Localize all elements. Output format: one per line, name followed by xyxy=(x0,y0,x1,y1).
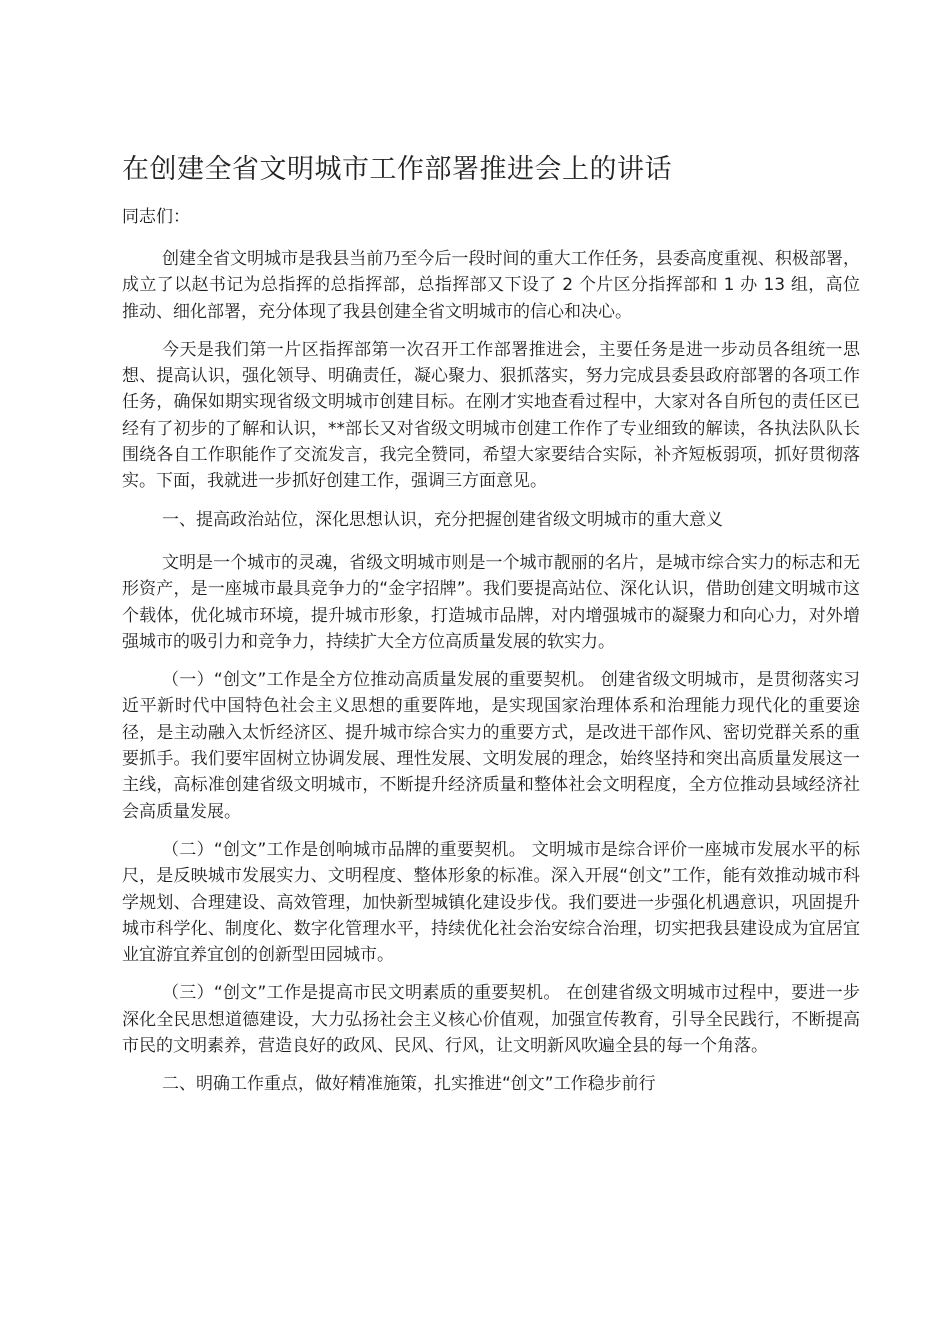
subsection-2-lead: （二）“创文”工作是创响城市品牌的重要契机。 xyxy=(162,839,527,860)
paragraph-intro: 创建全省文明城市是我县当前乃至今后一段时间的重大工作任务，县委高度重视、积极部署，成立了以赵书记为总指挥的总指挥部，总指挥部又下设了 2 个片区分指挥部和 1 办 13 组，高位推动、细化部署，充分体现了我县创建全省文明城市的信心和决心。 xyxy=(122,249,860,322)
subsection-1 xyxy=(122,667,860,825)
subsection-3-body: 在创建省级文明城市过程中，要进一步深化全民思想道德建设，大力弘扬社会主义核心价值观，加强宣传教育，引导全民践行，不断提高市民的文明素养，营造良好的政风、民风、行风，让文明新风吹遍全县的每一个角落。 xyxy=(122,983,860,1057)
document-page xyxy=(122,150,860,1115)
section-heading-2: 二、明确工作重点，做好精准施策，扎实推进“创文”工作稳步前行 xyxy=(162,1074,656,1095)
subsection-2-body: 文明城市是综合评价一座城市发展水平的标尺，是反映城市发展实力、文明程度、整体形象的标准。深入开展“创文”工作，能有效推动城市科学规划、合理建设、高效管理，加快新型城镇化建设步伐。我们要进一步强化机遇意识，巩固提升城市科学化、制度化、数字化管理水平，持续优化社会治安综合治理，切实把我县建设成为宜居宜业宜游宜养宜创的创新型田园城市。 xyxy=(122,839,861,966)
section-heading-1: 一、提高政治站位，深化思想认识，充分把握创建省级文明城市的重大意义 xyxy=(162,509,723,530)
subsection-3-lead: （三）“创文”工作是提高市民文明素质的重要契机。 xyxy=(162,983,561,1004)
document-title: 在创建全省文明城市工作部署推进会上的讲话 xyxy=(122,154,672,185)
subsection-3 xyxy=(122,980,860,1059)
salutation: 同志们： xyxy=(122,207,190,227)
subsection-1-lead: （一）“创文”工作是全方位推动高质量发展的重要契机。 xyxy=(162,670,596,691)
paragraph-purpose: 今天是我们第一片区指挥部第一次召开工作部署推进会，主要任务是进一步动员各组统一思想、提高认识，强化领导、明确责任，凝心聚力、狠抓落实，努力完成县委县政府部署的各项工作任务，确保如期实现省级文明城市创建目标。在刚才实地查看过程中，大家对各自所包的责任区已经有了初步的了解和认识，**部长又对省级文明城市创建工作作了专业细致的解读，各执法队队长围绕各自工作职能作了交流发言，我完全赞同，希望大家要结合实际，补齐短板弱项，抓好贯彻落实。下面，我就进一步抓好创建工作，强调三方面意见。 xyxy=(122,339,860,492)
subsection-1-body: 创建省级文明城市，是贯彻落实习近平新时代中国特色社会主义思想的重要阵地，是实现国家治理体系和治理能力现代化的重要途径，是主动融入太忻经济区、提升城市综合实力的重要方式，是改进干部作风、密切党群关系的重要抓手。我们要牢固树立协调发展、理性发展、文明发展的理念，始终坚持和突出高质量发展这一主线，高标准创建省级文明城市，不断提升经济质量和整体社会文明程度，全方位推动县域经济社会高质量发展。 xyxy=(122,670,860,822)
paragraph-significance: 文明是一个城市的灵魂，省级文明城市则是一个城市靓丽的名片，是城市综合实力的标志和无形资产，是一座城市最具竞争力的“金字招牌”。我们要提高站位、深化认识，借助创建文明城市这个载体，优化城市环境，提升城市形象，打造城市品牌，对内增强城市的凝聚力和向心力，对外增强城市的吸引力和竞争力，持续扩大全方位高质量发展的软实力。 xyxy=(122,552,860,652)
subsection-2 xyxy=(122,837,860,968)
